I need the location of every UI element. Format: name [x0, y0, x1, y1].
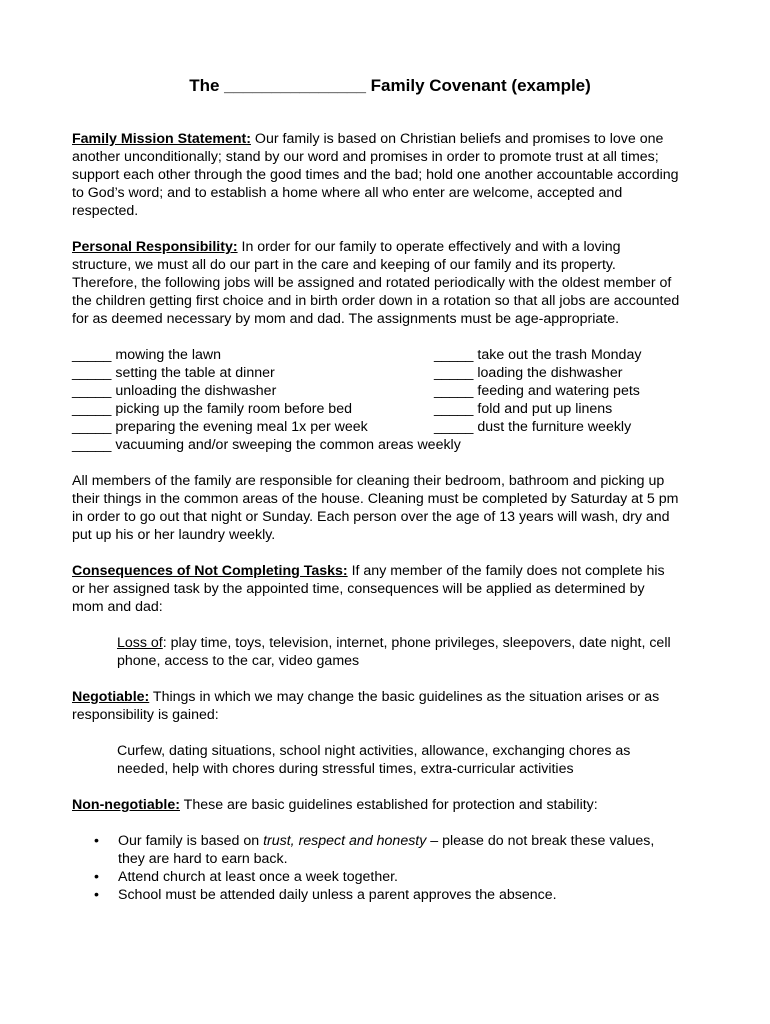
list-item [72, 886, 680, 904]
chore-item: _____ mowing the lawn [72, 347, 222, 363]
mission-label: Family Mission Statement: [72, 131, 251, 147]
negotiable-text: Things in which we may change the basic guidelines as the situation arises or as responsibility is gained: [72, 689, 660, 723]
negotiable-items: Curfew, dating situations, school night activities, allowance, exchanging chores as needed, help with chores during stressful times, extra-curricular activities [117, 743, 631, 777]
consequences-section [72, 562, 680, 616]
mission-statement [72, 130, 680, 220]
chore-list [72, 346, 680, 454]
bullet-text-pre: Our family is based on [118, 833, 264, 849]
list-item [72, 832, 680, 868]
loss-of-text: : play time, toys, television, internet, phone privileges, sleepovers, date night, cell phone, access to the car, video games [117, 635, 671, 669]
bullet-text-post: – please do not break these values, they are hard to earn back. [118, 833, 655, 867]
chore-item: _____ preparing the evening meal 1x per week [72, 419, 368, 435]
chore-item: _____ picking up the family room before bed [72, 401, 352, 417]
chore-item: _____ vacuuming and/or sweeping the common areas weekly [72, 437, 461, 453]
chore-item: _____ fold and put up linens [434, 401, 613, 417]
list-item [72, 868, 680, 886]
personal-responsibility [72, 238, 680, 328]
chore-item: _____ unloading the dishwasher [72, 383, 277, 399]
negotiable-section [72, 688, 680, 724]
consequences-text: If any member of the family does not complete his or her assigned task by the appointed time, consequences will be applied as determined by mom and dad: [72, 563, 665, 615]
mission-text: Our family is based on Christian beliefs and promises to love one another unconditionally; stand by our word and promises in order to promote trust at all times; support each other through the good times and the bad; hold one another accountable according to God’s word; and to establish a home where all who enter are welcome, accepted and respected. [72, 131, 679, 219]
page-title: The _______________ Family Covenant (example) [189, 76, 591, 95]
responsibility-label: Personal Responsibility: [72, 239, 238, 255]
negotiable-label: Negotiable: [72, 689, 150, 705]
non-negotiable-list [72, 832, 680, 904]
bullet-text: Attend church at least once a week together. [118, 869, 398, 885]
bullet-text: School must be attended daily unless a parent approves the absence. [118, 887, 557, 903]
chore-item: _____ feeding and watering pets [434, 383, 640, 399]
chore-item: _____ setting the table at dinner [72, 365, 275, 381]
all-members-paragraph: All members of the family are responsible for cleaning their bedroom, bathroom and picking up their things in the common areas of the house. Cleaning must be completed by Saturday at 5 pm in order to go out that night or Sunday. Each person over the age of 13 years will wash, dry and put up his or her laundry weekly. [72, 473, 679, 543]
consequences-label: Consequences of Not Completing Tasks: [72, 563, 348, 579]
chore-item: _____ loading the dishwasher [434, 365, 623, 381]
bullet-text-emphasis: trust, respect and honesty [263, 833, 427, 849]
non-negotiable-section [72, 796, 680, 814]
loss-of-label: Loss of [117, 635, 163, 651]
bullet-icon: • [94, 869, 99, 885]
chore-item: _____ take out the trash Monday [434, 347, 642, 363]
non-negotiable-text: These are basic guidelines established for protection and stability: [179, 797, 598, 813]
non-negotiable-label: Non-negotiable: [72, 797, 180, 813]
responsibility-text: In order for our family to operate effectively and with a loving structure, we must all do our part in the care and keeping of our family and its property. Therefore, the following jobs will be assigned and rotated periodically with the oldest member of the children getting first choice and in birth order down in a rotation so that all jobs are accounted for as deemed necessary by mom and dad. The assignments must be age-appropriate. [72, 239, 680, 327]
bullet-icon: • [94, 833, 99, 849]
chore-item: _____ dust the furniture weekly [434, 419, 632, 435]
bullet-icon: • [94, 887, 99, 903]
loss-of-list [117, 634, 680, 670]
